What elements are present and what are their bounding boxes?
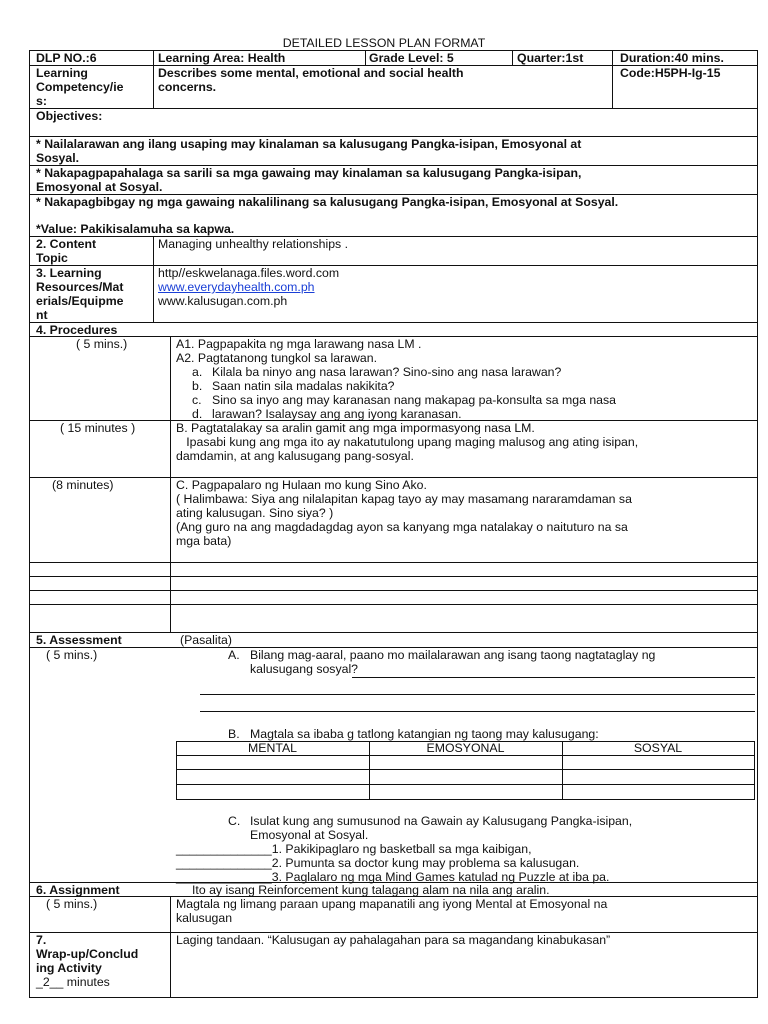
classification-item: ______________1. Pakikipaglaro ng basketball sa mga kaibigan, (176, 842, 532, 856)
procedure-b-time: ( 15 minutes ) (60, 421, 136, 435)
objective-1-line-2: Sosyal. (36, 151, 80, 165)
procedure-a-sub-letter: d. (192, 407, 203, 421)
assessment-c-letter: C. (228, 814, 241, 828)
answer-line[interactable] (200, 711, 755, 712)
classification-item: ______________2. Pumunta sa doctor kung may problema sa kalusugan. (176, 856, 580, 870)
answer-line[interactable] (352, 677, 755, 678)
procedure-b-line-1: B. Pagtatalakay sa aralin gamit ang mga impormasyong nasa LM. (176, 421, 535, 435)
procedure-a-sub-text: larawan? Isalaysay ang ang iyong karanasan. (212, 407, 462, 421)
resources-label-2: Resources/Mat (36, 280, 124, 294)
procedure-a-line-1: A1. Pagpapakita ng mga larawang nasa LM . (176, 337, 422, 351)
page-title: DETAILED LESSON PLAN FORMAT (282, 36, 486, 50)
procedure-c-time: (8 minutes) (52, 478, 114, 492)
assessment-a-line-2: kalusugang sosyal? (250, 662, 359, 676)
assessment-b-text: Magtala sa ibaba g tatlong katangian ng taong may kalusugang: (250, 727, 599, 741)
learning-area: Learning Area: Health (158, 51, 286, 65)
objective-3-line-1: * Nakapagbibgay ng mga gawaing nakalilinang sa kalusugang Pangka-isipan, Emosyonal at Sosyal. (36, 195, 619, 209)
duration: Duration:40 mins. (620, 51, 724, 65)
competency-text-2: concerns. (158, 80, 217, 94)
column-header-mental: MENTAL (248, 741, 297, 755)
procedure-c-line-2: ( Halimbawa: Siya ang nilalapitan kapag tayo ay may masamang nararamdaman sa (176, 492, 632, 506)
column-header-emosyonal: EMOSYONAL (426, 741, 505, 755)
procedure-a-sub-text: Sino sa inyo ang may karanasan nang makapag pa-konsulta sa mga nasa (212, 393, 617, 407)
wrapup-label-1: 7. (36, 933, 47, 947)
procedure-a-sub-letter: a. (192, 365, 203, 379)
procedure-c-line-1: C. Pagpapalaro ng Hulaan mo kung Sino Ako. (176, 478, 427, 492)
procedure-a-sub-letter: b. (192, 379, 203, 393)
quarter: Quarter:1st (517, 51, 584, 65)
answer-line[interactable] (200, 694, 755, 695)
wrapup-label-2: Wrap-up/Conclud (36, 947, 139, 961)
procedure-c-line-4: (Ang guro na ang magdadagdag ayon sa kanyang mga natalakay o naituturo na sa (176, 520, 628, 534)
procedure-a-sub-text: Saan natin sila madalas nakikita? (212, 379, 395, 393)
competency-label-1: Learning (36, 66, 88, 80)
assessment-c-line-1: Isulat kung ang sumusunod na Gawain ay Kalusugang Pangka-isipan, (250, 814, 633, 828)
competency-label-2: Competency/ie (36, 80, 124, 94)
assignment-intro: Ito ay isang Reinforcement kung talagang alam na nila ang aralin. (192, 883, 550, 897)
classification-item: ______________3. Paglalaro ng mga Mind Games katulad ng Puzzle at iba pa. (176, 870, 610, 884)
assessment-type: (Pasalita) (180, 633, 232, 647)
assignment-line-2: kalusugan (176, 911, 233, 925)
value-statement: *Value: Pakikisalamuha sa kapwa. (36, 222, 235, 236)
competency-text-1: Describes some mental, emotional and social health (158, 66, 464, 80)
assessment-a-letter: A. (228, 648, 240, 662)
procedure-a-time: ( 5 mins.) (76, 337, 128, 351)
objectives-label: Objectives: (36, 109, 103, 123)
procedure-a-sub-text: Kilala ba ninyo ang nasa larawan? Sino-sino ang nasa larawan? (212, 365, 562, 379)
procedure-c-line-3: ating kalusugan. Sino siya? ) (176, 506, 334, 520)
assignment-time: ( 5 mins.) (46, 897, 98, 911)
resource-url-3: www.kalusugan.com.ph (158, 294, 288, 308)
procedure-c-line-5: mga bata) (176, 534, 232, 548)
wrapup-text: Laging tandaan. “Kalusugan ay pahalagahan para sa magandang kinabukasan” (176, 933, 611, 947)
assessment-c-line-2: Emosyonal at Sosyal. (250, 828, 369, 842)
competency-code: Code:H5PH-Ig-15 (620, 66, 721, 80)
assessment-label: 5. Assessment (36, 633, 122, 647)
column-header-sosyal: SOSYAL (633, 741, 683, 755)
procedures-label: 4. Procedures (36, 323, 118, 337)
resource-link[interactable]: www.everydayhealth.com.ph (158, 280, 315, 294)
competency-label-3: s: (36, 94, 47, 108)
objective-2-line-2: Emosyonal at Sosyal. (36, 180, 163, 194)
procedure-b-line-3: damdamin, at ang kalusugang pang-sosyal. (176, 449, 414, 463)
assessment-b-letter: B. (228, 727, 240, 741)
resources-label-4: nt (36, 308, 48, 322)
procedure-b-line-2: Ipasabi kung ang mga ito ay nakatutulong upang maging malusog ang ating isipan, (176, 435, 639, 449)
content-label-2: Topic (36, 251, 68, 265)
resources-label-1: 3. Learning (36, 266, 102, 280)
content-label-1: 2. Content (36, 237, 97, 251)
dlp-number: DLP NO.:6 (36, 51, 97, 65)
objective-1-line-1: * Nailalarawan ang ilang usaping may kinalaman sa kalusugang Pangka-isipan, Emosyonal at (36, 137, 582, 151)
wrapup-label-3: ing Activity (36, 961, 102, 975)
procedure-a-sub-letter: c. (192, 393, 202, 407)
wrapup-time: _2__ minutes (36, 975, 110, 989)
grade-level: Grade Level: 5 (369, 51, 454, 65)
assessment-time: ( 5 mins.) (46, 648, 98, 662)
content-topic: Managing unhealthy relationships . (158, 237, 349, 251)
objective-2-line-1: * Nakapagpapahalaga sa sarili sa mga gawaing may kinalaman sa kalusugang Pangka-isipan, (36, 166, 582, 180)
assignment-line-1: Magtala ng limang paraan upang mapanatili ang iyong Mental at Emosyonal na (176, 897, 608, 911)
resources-label-3: erials/Equipme (36, 294, 124, 308)
assessment-a-line-1: Bilang mag-aaral, paano mo mailalarawan ang isang taong nagtataglay ng (250, 648, 656, 662)
assignment-label: 6. Assignment (36, 883, 120, 897)
procedure-a-line-2: A2. Pagtatanong tungkol sa larawan. (176, 351, 377, 365)
resource-url-1: http//eskwelanaga.files.word.com (158, 266, 340, 280)
